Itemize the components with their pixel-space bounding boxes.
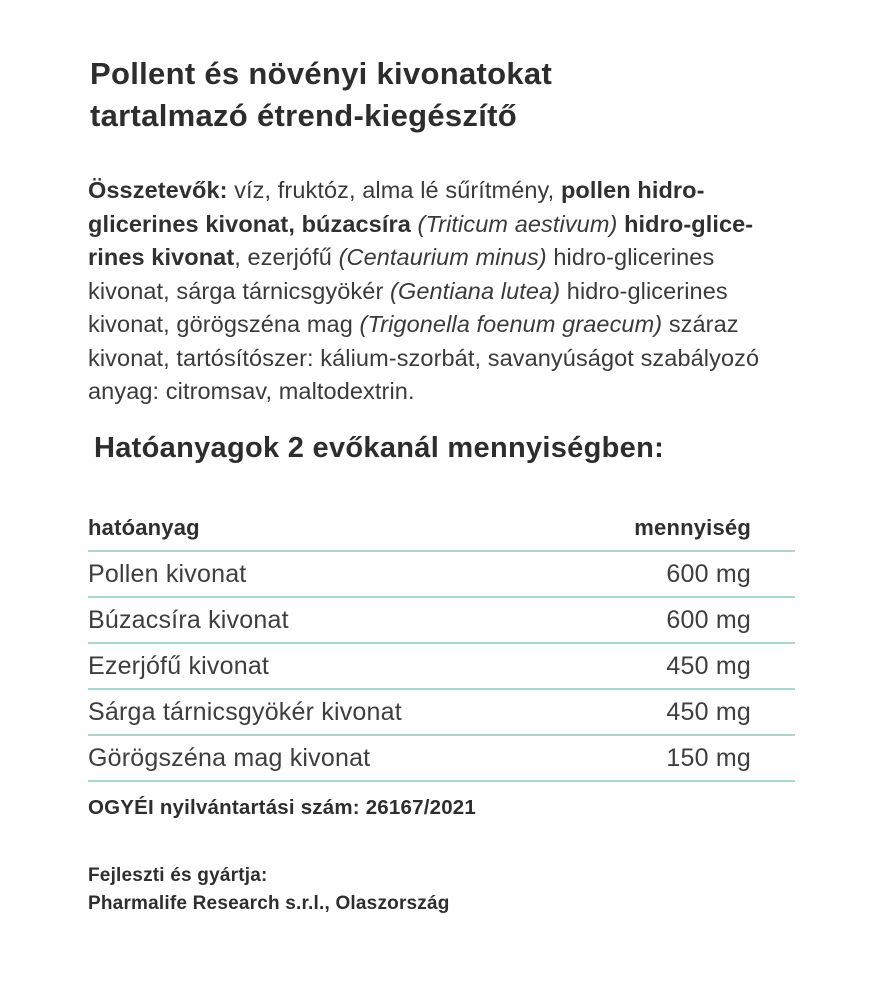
table-row: [88, 736, 795, 782]
page-title: [90, 53, 552, 137]
ingredients-text-segment: száraz: [662, 311, 739, 337]
ingredient-amount: 600 mg: [666, 605, 751, 634]
manufacturer-name: Pharmalife Research s.r.l., Olaszország: [88, 893, 450, 914]
ingredients-text-segment: (Triticum aestivum): [417, 210, 618, 237]
ingredient-amount: 600 mg: [666, 559, 751, 588]
ingredients-line: [88, 375, 808, 409]
table-header-amount: mennyiség: [634, 515, 751, 540]
ingredient-amount: 450 mg: [666, 651, 751, 680]
ingredients-text-segment: Összetevők:: [88, 177, 235, 203]
ingredients-text-segment: kivonat, tartósítószer: kálium-szorbát, savanyúságot szabályozó: [88, 344, 760, 371]
actives-table-body: [88, 552, 795, 782]
ingredients-text-segment: glicerines kivonat, búzacsíra: [88, 210, 418, 237]
ingredients-text-segment: víz, fruktóz, alma lé sűrítmény,: [234, 177, 561, 203]
ingredients-text-segment: kivonat, sárga tárnicsgyökér: [88, 277, 391, 304]
ingredients-text-segment: , ezerjófű: [234, 244, 339, 270]
ingredient-amount: 150 mg: [666, 743, 751, 772]
ingredient-name: Görögszéna mag kivonat: [88, 743, 371, 772]
ingredient-name: Ezerjófű kivonat: [88, 651, 270, 680]
ingredients-text-segment: (Gentiana lutea): [390, 277, 561, 304]
ingredient-name: Sárga tárnicsgyökér kivonat: [88, 697, 402, 726]
ingredients-text-segment: kivonat, görögszéna mag: [88, 311, 360, 337]
manufacturer-info: [88, 862, 450, 918]
ingredients-paragraph: [88, 174, 808, 409]
ingredients-line: [88, 241, 808, 275]
ingredients-line: [88, 308, 808, 342]
ingredients-text-segment: anyag: citromsav, maltodextrin.: [88, 378, 415, 404]
actives-table: [88, 495, 795, 782]
ingredients-line: [88, 275, 808, 309]
ingredients-text-segment: hidro-glicerines: [560, 277, 728, 304]
page-title-line-1: Pollent és növényi kivonatokat: [90, 56, 553, 91]
table-row: [88, 690, 795, 736]
ingredients-text-segment: hidro-glicerines: [546, 244, 715, 270]
table-row: [88, 644, 795, 690]
page-title-line-2: tartalmazó étrend-kiegészítő: [90, 98, 518, 133]
ingredients-text-segment: (Trigonella foenum graecum): [359, 311, 663, 337]
table-header-row: [88, 495, 795, 552]
table-row: [88, 598, 795, 644]
ingredients-text-segment: hidro-glice-: [624, 210, 754, 237]
table-header-ingredient: hatóanyag: [88, 515, 200, 540]
ingredient-name: Pollen kivonat: [88, 559, 247, 588]
ingredients-line: [88, 174, 808, 208]
ingredient-amount: 450 mg: [666, 697, 751, 726]
registration-number: OGYÉI nyilvántartási szám: 26167/2021: [88, 796, 477, 819]
table-row: [88, 552, 795, 598]
ingredients-text-segment: (Centaurium minus): [338, 244, 547, 270]
ingredient-name: Búzacsíra kivonat: [88, 605, 289, 634]
ingredients-line: [88, 208, 808, 242]
ingredients-line: [88, 342, 808, 376]
actives-heading: Hatóanyagok 2 evőkanál mennyiségben:: [94, 432, 665, 464]
manufacturer-label: Fejleszti és gyártja:: [88, 865, 268, 886]
ingredients-text-segment: pollen hidro-: [560, 177, 705, 203]
ingredients-text-segment: rines kivonat: [88, 244, 235, 270]
